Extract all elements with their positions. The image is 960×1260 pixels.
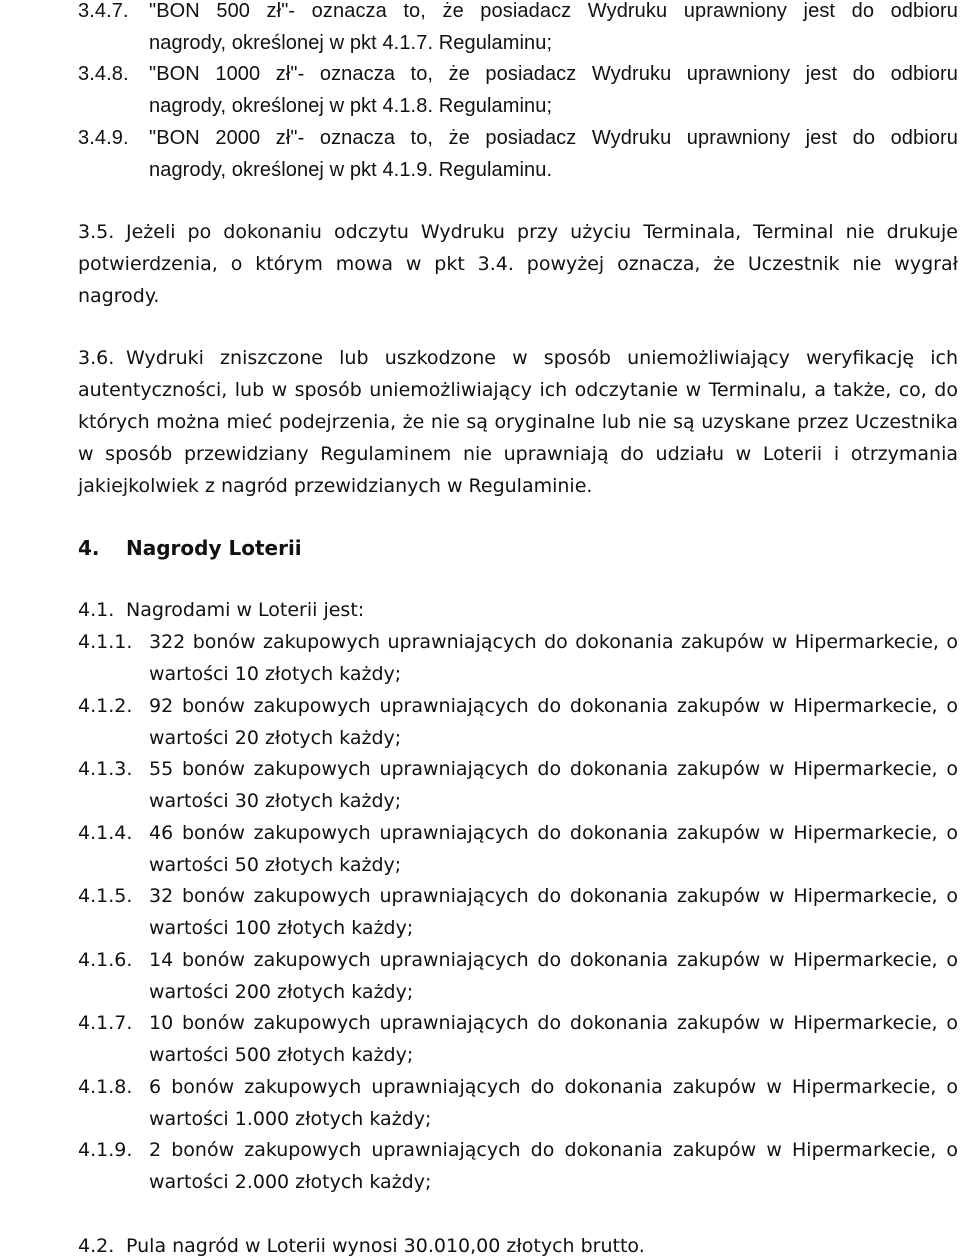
prize-text-line: 46 bonów zakupowych uprawniających do dokonania zakupów w Hipermarkecie, o	[149, 822, 958, 844]
item-number: 3.4.9.	[78, 127, 129, 149]
item-number: 3.4.7.	[78, 0, 129, 22]
item-text-line: "BON 500 zł"- oznacza to, że posiadacz Wydruku uprawniony jest do odbioru	[149, 0, 958, 22]
prize-text-line: 322 bonów zakupowych uprawniających do dokonania zakupów w Hipermarkecie, o	[149, 631, 958, 653]
prize-text-line: wartości 2.000 złotych każdy;	[149, 1171, 432, 1193]
prize-text-line: 55 bonów zakupowych uprawniających do dokonania zakupów w Hipermarkecie, o	[149, 758, 958, 780]
prize-number: 4.1.5.	[78, 885, 133, 907]
section-title: Nagrody Loterii	[126, 536, 302, 560]
paragraph-line: w sposób przewidziany Regulaminem nie uprawniają do udziału w Loterii i otrzymania	[78, 443, 958, 465]
item-text-line: nagrody, określonej w pkt 4.1.7. Regulaminu;	[149, 32, 553, 54]
prize-text-line: wartości 20 złotych każdy;	[149, 727, 402, 749]
prize-text-line: 14 bonów zakupowych uprawniających do dokonania zakupów w Hipermarkecie, o	[149, 949, 958, 971]
item-text-line: "BON 1000 zł"- oznacza to, że posiadacz Wydruku uprawniony jest do odbioru	[149, 63, 958, 85]
prize-number: 4.1.6.	[78, 949, 133, 971]
prize-number: 4.1.8.	[78, 1076, 133, 1098]
prize-text-line: 92 bonów zakupowych uprawniających do dokonania zakupów w Hipermarkecie, o	[149, 695, 958, 717]
paragraph-text: Pula nagród w Loterii wynosi 30.010,00 złotych brutto.	[126, 1235, 645, 1257]
prize-text-line: wartości 10 złotych każdy;	[149, 663, 402, 685]
prize-text-line: 6 bonów zakupowych uprawniających do dokonania zakupów w Hipermarkecie, o	[149, 1076, 958, 1098]
item-text-line: nagrody, określonej w pkt 4.1.9. Regulaminu.	[149, 159, 553, 181]
prize-number: 4.1.2.	[78, 695, 133, 717]
paragraph-line: których można mieć podejrzenia, że nie są oryginalne lub nie są uzyskane przez Uczestnika	[78, 411, 958, 433]
paragraph-line: jakiejkolwiek z nagród przewidzianych w Regulaminie.	[78, 475, 593, 497]
prize-number: 4.1.1.	[78, 631, 133, 653]
paragraph-line: autentyczności, lub w sposób uniemożliwiający ich odczytanie w Terminalu, a także, co, do	[78, 379, 958, 401]
paragraph-number: 4.2.	[78, 1235, 115, 1257]
paragraph-number: 4.1.	[78, 599, 115, 621]
prize-number: 4.1.3.	[78, 758, 133, 780]
item-number: 3.4.8.	[78, 63, 129, 85]
prize-text-line: 2 bonów zakupowych uprawniających do dokonania zakupów w Hipermarkecie, o	[149, 1139, 958, 1161]
prize-text-line: wartości 50 złotych każdy;	[149, 854, 402, 876]
section-number: 4.	[78, 536, 100, 560]
paragraph-line: potwierdzenia, o którym mowa w pkt 3.4. powyżej oznacza, że Uczestnik nie wygrał	[78, 253, 958, 275]
paragraph-line: nagrody.	[78, 285, 160, 307]
prize-text-line: 10 bonów zakupowych uprawniających do dokonania zakupów w Hipermarkecie, o	[149, 1012, 958, 1034]
prize-text-line: wartości 30 złotych każdy;	[149, 790, 402, 812]
paragraph-line: Wydruki zniszczone lub uszkodzone w sposób uniemożliwiający weryfikację ich	[126, 347, 958, 369]
paragraph-number: 3.6.	[78, 347, 115, 369]
prize-text-line: wartości 1.000 złotych każdy;	[149, 1108, 432, 1130]
prize-text-line: 32 bonów zakupowych uprawniających do dokonania zakupów w Hipermarkecie, o	[149, 885, 958, 907]
paragraph-text: Nagrodami w Loterii jest:	[126, 599, 365, 621]
prize-number: 4.1.9.	[78, 1139, 133, 1161]
prize-number: 4.1.7.	[78, 1012, 133, 1034]
paragraph-line: Jeżeli po dokonaniu odczytu Wydruku przy użyciu Terminala, Terminal nie drukuje	[126, 221, 958, 243]
prize-text-line: wartości 500 złotych każdy;	[149, 1044, 414, 1066]
prize-number: 4.1.4.	[78, 822, 133, 844]
item-text-line: "BON 2000 zł"- oznacza to, że posiadacz Wydruku uprawniony jest do odbioru	[149, 127, 958, 149]
prize-text-line: wartości 200 złotych każdy;	[149, 981, 414, 1003]
paragraph-number: 3.5.	[78, 221, 115, 243]
item-text-line: nagrody, określonej w pkt 4.1.8. Regulaminu;	[149, 95, 553, 117]
prize-text-line: wartości 100 złotych każdy;	[149, 917, 414, 939]
